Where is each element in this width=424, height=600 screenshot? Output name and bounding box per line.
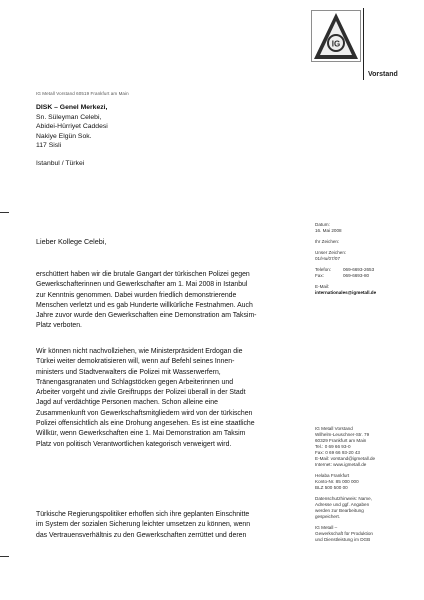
text-line: Tränengasgranaten und Schlagstöcken gegen Arbeiterinnen und <box>36 378 234 386</box>
recipient-line: Abidei-Hürriyet Caddesi <box>36 123 108 130</box>
text-line: Willkür, wenn Gewerkschaften eine 1. Mai Demonstration am Taksim <box>36 430 246 438</box>
privacy-note: gespeichert. <box>315 514 341 519</box>
sender-return-address: IG Metall Vorstand 60519 Frankfurt am Main <box>36 91 129 96</box>
salutation: Lieber Kollege Celebi, <box>36 237 107 246</box>
fold-mark <box>0 212 9 213</box>
email-value: internationales@igmetall.de <box>315 290 377 295</box>
svg-text:IG: IG <box>331 39 341 49</box>
org-street: Wilhelm-Leuschner-Str. 79 <box>315 432 370 437</box>
fold-mark <box>0 556 9 557</box>
ig-metall-logo-icon <box>311 10 361 62</box>
org-fax: Fax: 0 69 66 93-20 43 <box>315 450 360 455</box>
recipient-line: DISK – Genel Merkezi, <box>36 104 108 111</box>
paragraph-1 <box>36 270 320 332</box>
text-line: Polizei offensichtlich als eine Drohung angesehen. Es ist eine staatliche <box>36 420 255 428</box>
text-line: ministers und Stadtverwalters die Polizei mit Wasserwerfern, <box>36 368 221 376</box>
paragraph-3 <box>36 510 320 541</box>
bank-blz: BLZ 500 500 00 <box>315 485 348 490</box>
recipient-city: Istanbul / Türkei <box>36 159 85 167</box>
privacy-note: werden zur Bearbeitung <box>315 508 364 513</box>
org-email: E-Mail: vorstand@igmetall.de <box>315 456 376 461</box>
logo-divider <box>363 8 364 80</box>
org-name: IG Metall Vorstand <box>315 426 353 431</box>
org-footer: IG Metall – <box>315 525 338 530</box>
ihr-zeichen-label: Ihr Zeichen: <box>315 239 340 244</box>
text-line: Platz von politisch Verantwortlichen kategorisch verweigert wird. <box>36 440 232 448</box>
telefon-value: 069-6693-2653 <box>343 267 375 272</box>
text-line: Wir können nicht nachvollziehen, wie Ministerpräsident Erdogan die <box>36 348 243 355</box>
text-line: Jahre zuvor wurde den Gewerkschaften eine Demonstration am Taksim- <box>36 312 257 320</box>
recipient-line: Sn. Süleyman Celebi, <box>36 113 102 121</box>
text-line: zur Kenntnis genommen. Dabei wurden friedlich demonstrierende <box>36 291 237 299</box>
text-line: Gewerkschafterinnen und Gewerkschafter am 1. Mai 2008 in Istanbul <box>36 281 248 289</box>
unser-zeichen-value: 01/Hu/07/07 <box>315 256 341 261</box>
text-line: Platz verboten. <box>36 322 82 330</box>
unser-zeichen-label: Unser Zeichen: <box>315 250 347 255</box>
paragraph-2 <box>36 347 320 450</box>
logo-label: Vorstand <box>368 71 398 78</box>
reference-info <box>315 222 421 301</box>
text-line: Menschen verletzt und es gab Hunderte willkürliche Festnahmen. Auch <box>36 301 253 309</box>
recipient-line: Nakiye Elgün Sok. <box>36 132 92 140</box>
bank-name: Helaba Frankfurt <box>315 473 350 478</box>
text-line: Türkei weiter demokratisieren will, wenn auf Befehl seines Innen- <box>36 358 235 366</box>
organization-info <box>315 426 421 548</box>
date-value: 16. Mai 2008 <box>315 228 342 233</box>
email-label: E-Mail: <box>315 284 330 289</box>
text-line: Jagd auf verdächtige Personen machen. Schon alleine eine <box>36 399 218 407</box>
fax-value: 069-6693-80 <box>343 273 370 278</box>
privacy-note: Adresse und ggf. Angaben <box>315 502 370 507</box>
org-footer: und Dienstleistung im DGB <box>315 537 371 542</box>
org-city: 60329 Frankfurt am Main <box>315 438 367 443</box>
bank-konto: Konto-Nr. 85 000 000 <box>315 479 359 484</box>
text-line: Türkische Regierungspolitiker erhoffen sich ihre geplanten Einschnitte <box>36 511 250 518</box>
org-web: Internet: www.igmetall.de <box>315 462 367 467</box>
text-line: im System der sozialen Sicherung leichter umsetzen zu können, wenn <box>36 521 251 529</box>
text-line: das Vertrauensverhältnis zu den Gewerkschaften zerrüttet und deren <box>36 531 247 539</box>
text-line: erschüttert haben wir die brutale Gangart der türkischen Polizei gegen <box>36 271 250 278</box>
recipient-line: 117 Sisli <box>36 142 62 149</box>
text-line: Arbeiter vorgeht und zivile Greiftrupps der Polizei überall in der Stadt <box>36 389 246 397</box>
org-tel: Tel.: 0 69 66 93-0 <box>315 444 351 449</box>
fax-label: Fax: <box>315 273 324 278</box>
date-label: Datum: <box>315 222 330 227</box>
org-footer: Gewerkschaft für Produktion <box>315 531 373 536</box>
telefon-label: Telefon: <box>315 267 332 272</box>
privacy-note: Datenschutzhinweis: Name, <box>315 496 372 501</box>
recipient-address <box>36 103 108 168</box>
text-line: Zusammenkunft von Gewerkschaftsmitgliedern wird von der türkischen <box>36 409 253 417</box>
